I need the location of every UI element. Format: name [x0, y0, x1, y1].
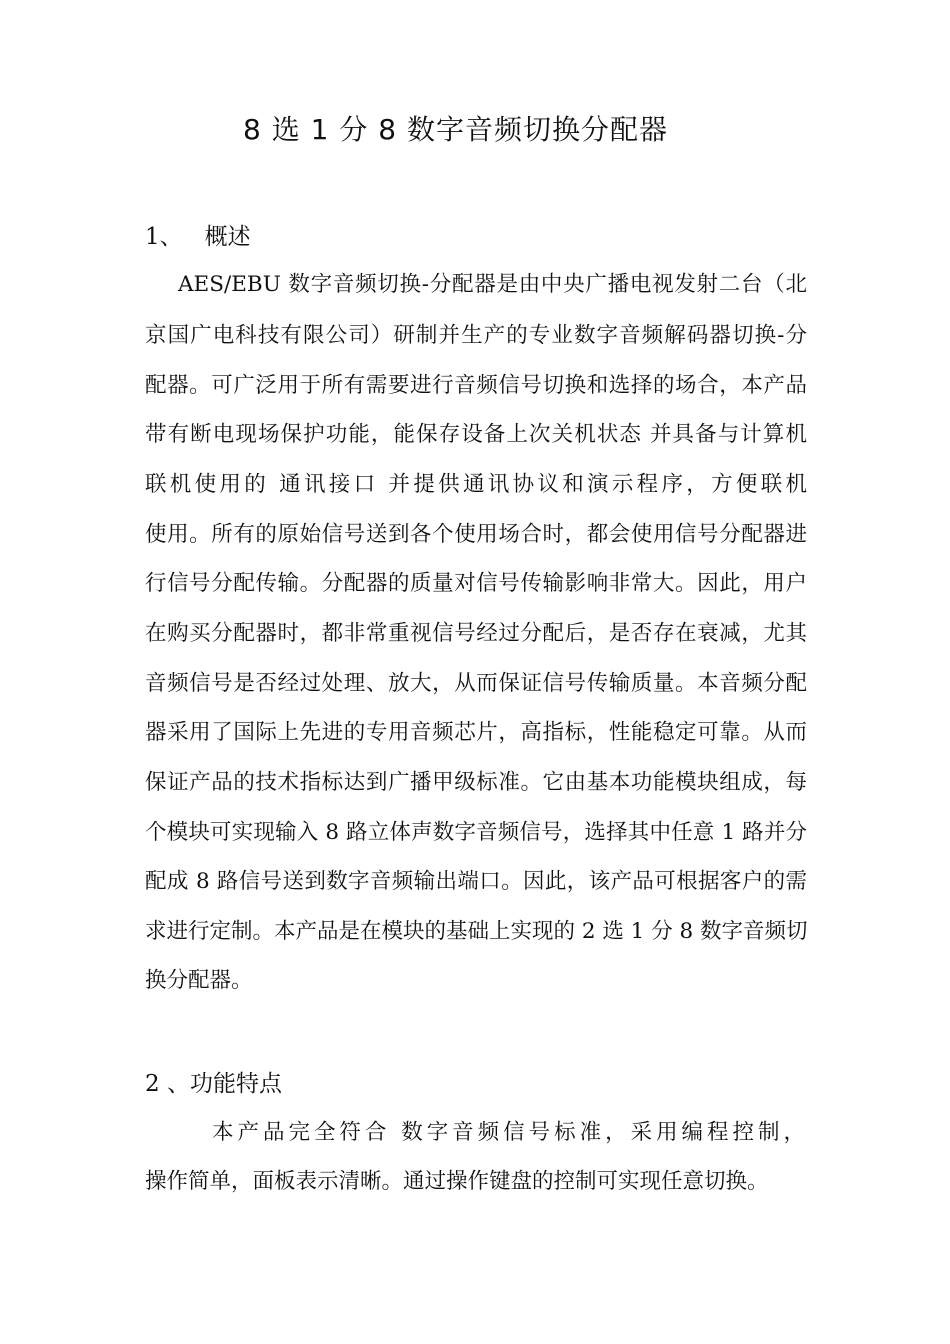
paragraph-line: 操作简单，面板表示清晰。通过操作键盘的控制可实现任意切换。 [145, 1169, 769, 1194]
paragraph-line: 配器。可广泛用于所有需要进行音频信号切换和选择的场合，本产品 [145, 373, 807, 398]
paragraph-line: 使用。所有的原始信号送到各个使用场合时，都会使用信号分配器进 [145, 522, 807, 547]
document-title: 8 选 1 分 8 数字音频切换分配器 [243, 113, 668, 146]
paragraph-line: 联机使用的 通讯接口 并提供通讯协议和演示程序，方便联机 [145, 472, 807, 497]
paragraph-line: AES/EBU 数字音频切换-分配器是由中央广播电视发射二台（北 [178, 272, 807, 297]
paragraph-line: 器采用了国际上先进的专用音频芯片，高指标，性能稳定可靠。从而 [145, 720, 807, 745]
paragraph-line: 保证产品的技术指标达到广播甲级标准。它由基本功能模块组成，每 [145, 770, 807, 795]
paragraph-line: 带有断电现场保护功能，能保存设备上次关机状态 并具备与计算机 [145, 422, 807, 447]
paragraph-line: 个模块可实现输入 8 路立体声数字音频信号，选择其中任意 1 路并分 [145, 820, 807, 845]
section-heading-overview: 1、 概述 [145, 224, 251, 250]
paragraph-line: 在购买分配器时，都非常重视信号经过分配后，是否存在衰减，尤其 [145, 621, 807, 646]
paragraph-line: 换分配器。 [145, 968, 253, 993]
paragraph-line: 本产品完全符合 数字音频信号标准，采用编程控制， [212, 1120, 805, 1145]
paragraph-line: 求进行定制。本产品是在模块的基础上实现的 2 选 1 分 8 数字音频切 [145, 919, 808, 944]
paragraph-line: 配成 8 路信号送到数字音频输出端口。因此，该产品可根据客户的需 [145, 869, 807, 894]
paragraph-line: 京国广电科技有限公司）研制并生产的专业数字音频解码器切换-分 [145, 323, 807, 348]
section-heading-features: 2 、功能特点 [145, 1071, 282, 1097]
paragraph-line: 行信号分配传输。分配器的质量对信号传输影响非常大。因此，用户 [145, 571, 807, 596]
paragraph-line: 音频信号是否经过处理、放大，从而保证信号传输质量。本音频分配 [145, 671, 807, 696]
